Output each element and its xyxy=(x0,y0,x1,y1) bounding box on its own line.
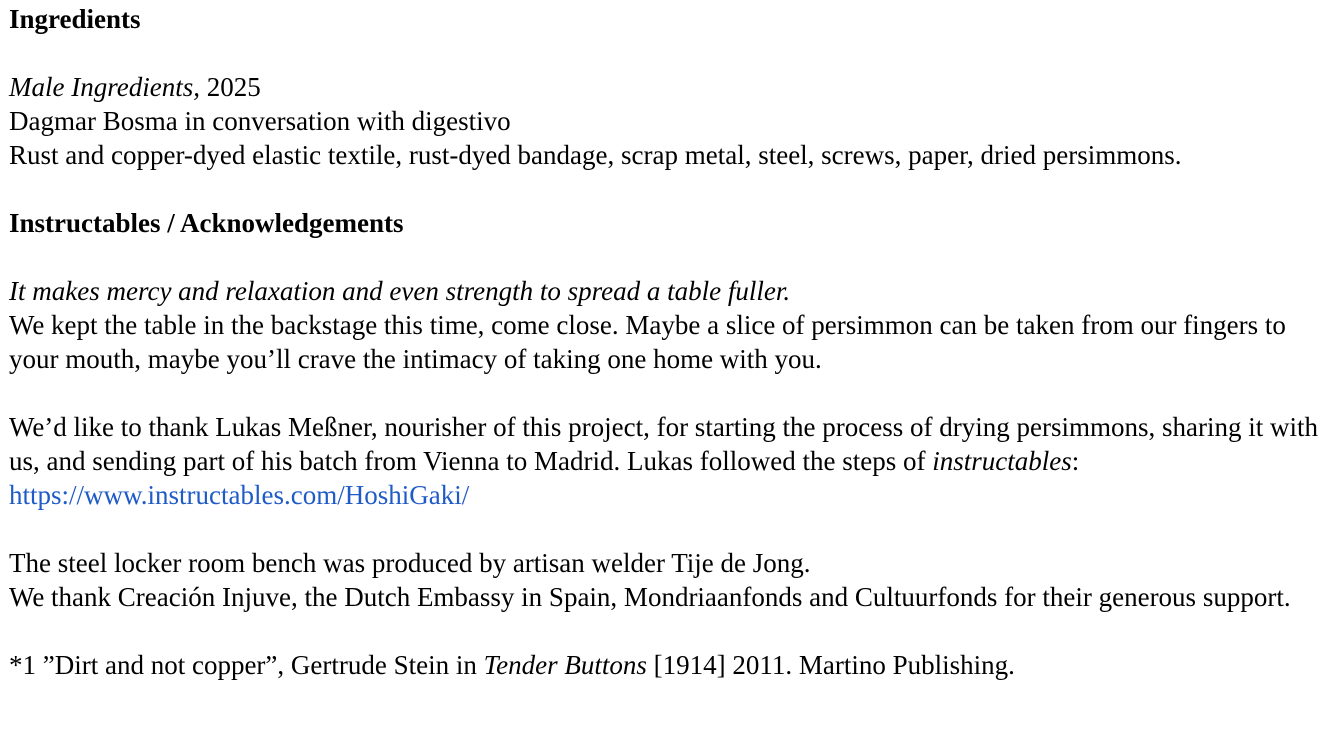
materials-line: Rust and copper-dyed elastic textile, rust-dyed bandage, scrap metal, steel, screws, paper, dried persimmons. xyxy=(9,140,1182,170)
paragraph-table: We kept the table in the backstage this time, come close. Maybe a slice of persimmon can be taken from our fingers to your mouth, maybe you’ll crave the intimacy of taking one home with you. xyxy=(9,310,1286,374)
paragraph-bench: The steel locker room bench was produced by artisan welder Tije de Jong. xyxy=(9,548,811,578)
footnote xyxy=(9,648,1327,682)
ingredients-section xyxy=(9,2,1327,172)
acknowledgements-section xyxy=(9,206,1327,614)
artists-line: Dagmar Bosma in conversation with digestivo xyxy=(9,106,511,136)
paragraph-thanks xyxy=(9,410,1327,512)
spacer xyxy=(9,614,1327,648)
work-title-line xyxy=(9,70,1327,104)
acknowledgements-heading: Instructables / Acknowledgements xyxy=(9,208,404,238)
epigraph-text: It makes mercy and relaxation and even strength to spread a table fuller. xyxy=(9,276,791,306)
footnote-line xyxy=(9,648,1327,682)
colon: : xyxy=(1071,446,1080,476)
footnote-book-title: Tender Buttons xyxy=(483,650,647,680)
spacer xyxy=(9,172,1327,206)
spacer xyxy=(9,240,1327,274)
epigraph xyxy=(9,274,1327,308)
paragraph-thanks-text: We’d like to thank Lukas Meßner, nourisher of this project, for starting the process of drying persimmons, sharing it with us, and sending part of his batch from Vienna to Madrid. Lukas followed the steps of xyxy=(9,412,1318,476)
instructables-link[interactable]: https://www.instructables.com/HoshiGaki/ xyxy=(9,480,470,510)
work-year: 2025 xyxy=(199,72,261,102)
ingredients-heading: Ingredients xyxy=(9,4,141,34)
spacer xyxy=(9,512,1327,546)
paragraph-support: We thank Creación Injuve, the Dutch Embassy in Spain, Mondriaanfonds and Cultuurfonds for their generous support. xyxy=(9,582,1291,612)
instructables-word: instructables xyxy=(932,446,1072,476)
footnote-suffix: [1914] 2011. Martino Publishing. xyxy=(646,650,1015,680)
spacer xyxy=(9,36,1327,70)
spacer xyxy=(9,376,1327,410)
footnote-prefix: *1 ”Dirt and not copper”, Gertrude Stein in xyxy=(9,650,484,680)
work-title: Male Ingredients, xyxy=(9,72,200,102)
